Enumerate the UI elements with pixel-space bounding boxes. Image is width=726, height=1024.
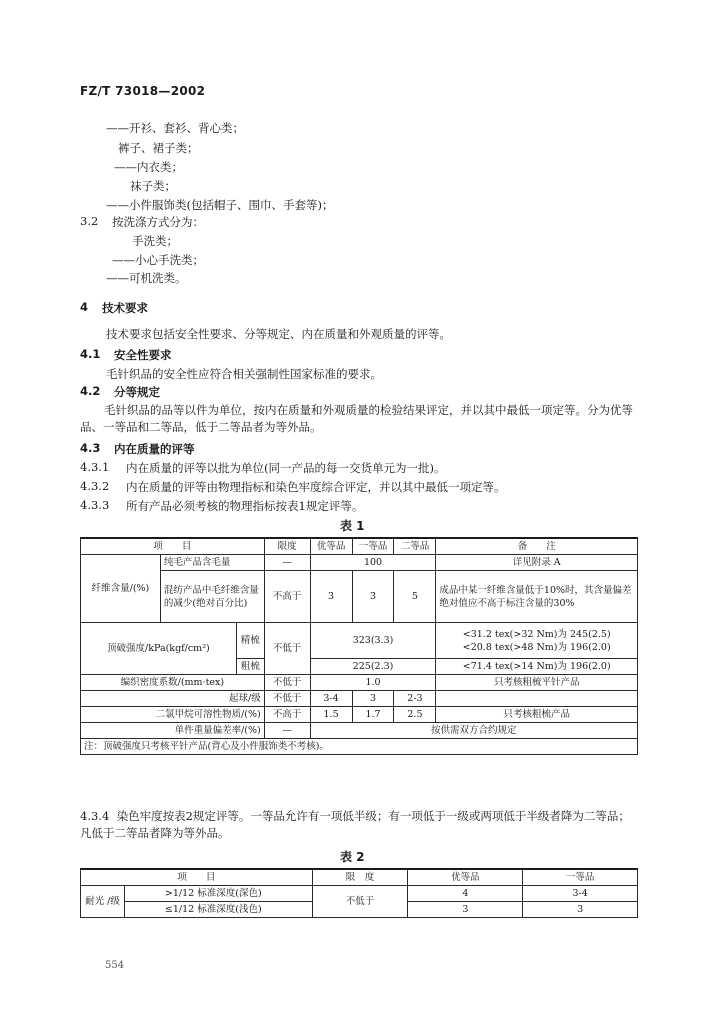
header-second: 二等品 (394, 538, 436, 555)
pure-wool-item: 纯毛产品含毛量 (160, 555, 264, 571)
blend-second: 5 (394, 571, 436, 623)
header-limit: 限度 (264, 538, 310, 555)
blend-item: 混纺产品中毛纤维含量的减少(绝对百分比) (160, 571, 264, 623)
header-first: 一等品 (523, 869, 638, 886)
dark-first: 3-4 (523, 886, 638, 902)
blend-first: 3 (352, 571, 394, 623)
table-1 (80, 537, 638, 755)
burst-coarse: 粗梳 (236, 659, 264, 675)
light-shade-item: ≤1/12 标准深度(浅色) (124, 902, 312, 918)
dcm-second: 2.5 (394, 707, 436, 723)
table-header-row (81, 869, 638, 886)
section-4-3-2-number: 4.3.2 (80, 479, 110, 493)
section-4-title: 技术要求 (102, 301, 148, 315)
table-footnote-row (81, 739, 638, 755)
pure-wool-limit: — (264, 555, 310, 571)
dcm-note: 只考核粗梳产品 (436, 707, 638, 723)
table-row (81, 571, 638, 623)
table-row (81, 623, 638, 659)
section-4-3-3-text: 所有产品必须考核的物理指标按表1规定评等。 (126, 499, 364, 513)
standard-number: FZ/T 73018—2002 (80, 84, 206, 98)
pilling-note (436, 691, 638, 707)
section-4-1-title: 安全性要求 (114, 348, 172, 362)
knit-value: 1.0 (310, 675, 436, 691)
section-4-2-number: 4.2 (80, 384, 101, 398)
table-row (81, 723, 638, 739)
section-4-3-4-number: 4.3.4 (80, 809, 110, 823)
header-superior: 优等品 (408, 869, 523, 886)
section-4-1-number: 4.1 (80, 347, 101, 361)
limit: 不低于 (312, 886, 408, 918)
table-header-row (81, 538, 638, 555)
section-4-3-2-text: 内在质量的评等由物理指标和染色牢度综合评定，并以其中最低一项定等。 (126, 480, 506, 494)
table-2-caption: 表 2 (340, 850, 365, 864)
wash-item: ——可机洗类。 (106, 271, 187, 285)
table-row (81, 707, 638, 723)
burst-limit: 不低于 (264, 623, 310, 675)
list-item: ——小件服饰类(包括帽子、围巾、手套等)； (106, 198, 334, 212)
table-row (81, 555, 638, 571)
pilling-superior: 3-4 (310, 691, 352, 707)
wash-item: 手洗类； (132, 234, 178, 248)
light-fastness-group: 耐光 /级 (81, 886, 125, 918)
blend-limit: 不高于 (264, 571, 310, 623)
burst-coarse-value: 225(2.3) (310, 659, 436, 675)
fiber-content-label: 纤维含量/(%) (81, 555, 161, 623)
table-1-footnote: 注：顶破强度只考核平针产品(背心及小件服饰类不考核)。 (81, 739, 638, 755)
section-4-2-title: 分等规定 (114, 385, 160, 399)
burst-fine: 精梳 (236, 623, 264, 659)
dcm-first: 1.7 (352, 707, 394, 723)
section-3-2-text: 按洗涤方式分为： (112, 215, 204, 229)
pure-wool-note: 详见附录 A (436, 555, 638, 571)
section-3-2-number: 3.2 (80, 214, 99, 228)
section-4-3-3-number: 4.3.3 (80, 498, 110, 512)
list-item: 袜子类； (130, 179, 176, 193)
section-4-3-1-text: 内在质量的评等以批为单位(同一产品的每一交货单元为一批)。 (126, 461, 446, 475)
dark-shade-item: >1/12 标准深度(深色) (124, 886, 312, 902)
pure-wool-value: 100 (310, 555, 436, 571)
section-4-3-4-text: 染色牢度按表2规定评等。一等品允许有一项低半级；有一项低于一级或两项低于半级者降为二等品；凡低于二等品者降为等外品。 (80, 809, 630, 840)
dark-superior: 4 (408, 886, 523, 902)
pilling-limit: 不低于 (264, 691, 310, 707)
section-4-body: 技术要求包括安全性要求、分等规定、内在质量和外观质量的评等。 (106, 327, 451, 341)
header-item: 项 目 (81, 869, 313, 886)
header-note: 备 注 (436, 538, 638, 555)
pilling-second: 2-3 (394, 691, 436, 707)
table-1-caption: 表 1 (340, 519, 365, 533)
header-first: 一等品 (352, 538, 394, 555)
section-4-number: 4 (80, 300, 89, 314)
section-4-2-body: 毛针织品的品等以件为单位，按内在质量和外观质量的检验结果评定，并以其中最低一项定等。分为优等品、一等品和二等品，低于二等品者为等外品。 (80, 403, 633, 434)
section-4-1-body: 毛针织品的安全性应符合相关强制性国家标准的要求。 (106, 367, 382, 381)
knit-note: 只考核粗梳平针产品 (436, 675, 638, 691)
table-row (81, 675, 638, 691)
section-4-3-1-number: 4.3.1 (80, 460, 110, 474)
table-row (81, 886, 638, 902)
table-2 (80, 868, 638, 918)
header-limit: 限 度 (312, 869, 408, 886)
section-4-3-number: 4.3 (80, 441, 101, 455)
pilling-item: 起球/级 (81, 691, 265, 707)
page-number: 554 (105, 960, 125, 971)
list-item: ——内衣类； (114, 160, 183, 174)
weight-limit: — (264, 723, 310, 739)
blend-note: 成品中某一纤维含量低于10%时，其含量偏差绝对值应不高于标注含量的30% (436, 571, 638, 623)
dcm-item: 二氯甲烷可溶性物质/(%) (81, 707, 265, 723)
wash-item: ——小心手洗类； (112, 253, 204, 267)
weight-note: 按供需双方合约规定 (310, 723, 637, 739)
burst-note: <71.4 tex(>14 Nm)为 196(2.0) (436, 659, 638, 675)
knit-item: 编织密度系数/(mm·tex) (81, 675, 265, 691)
pilling-first: 3 (352, 691, 394, 707)
burst-item: 顶破强度/kPa(kgf/cm²) (81, 623, 237, 675)
light-superior: 3 (408, 902, 523, 918)
list-item: ——开衫、套衫、背心类； (106, 121, 244, 135)
dcm-limit: 不高于 (264, 707, 310, 723)
table-row (81, 691, 638, 707)
burst-fine-value: 323(3.3) (310, 623, 436, 659)
light-first: 3 (523, 902, 638, 918)
header-superior: 优等品 (310, 538, 352, 555)
burst-fine-notes (436, 623, 638, 659)
burst-note: <20.8 tex(>48 Nm)为 196(2.0) (462, 641, 611, 653)
header-item: 项 目 (81, 538, 265, 555)
weight-item: 单件重量偏差率/(%) (81, 723, 265, 739)
knit-limit: 不低于 (264, 675, 310, 691)
dcm-superior: 1.5 (310, 707, 352, 723)
blend-superior: 3 (310, 571, 352, 623)
burst-note: <31.2 tex(>32 Nm)为 245(2.5) (462, 628, 611, 640)
list-item: 裤子、裙子类； (118, 141, 199, 155)
section-4-3-title: 内在质量的评等 (114, 442, 195, 456)
section-4-3-4 (80, 808, 640, 842)
